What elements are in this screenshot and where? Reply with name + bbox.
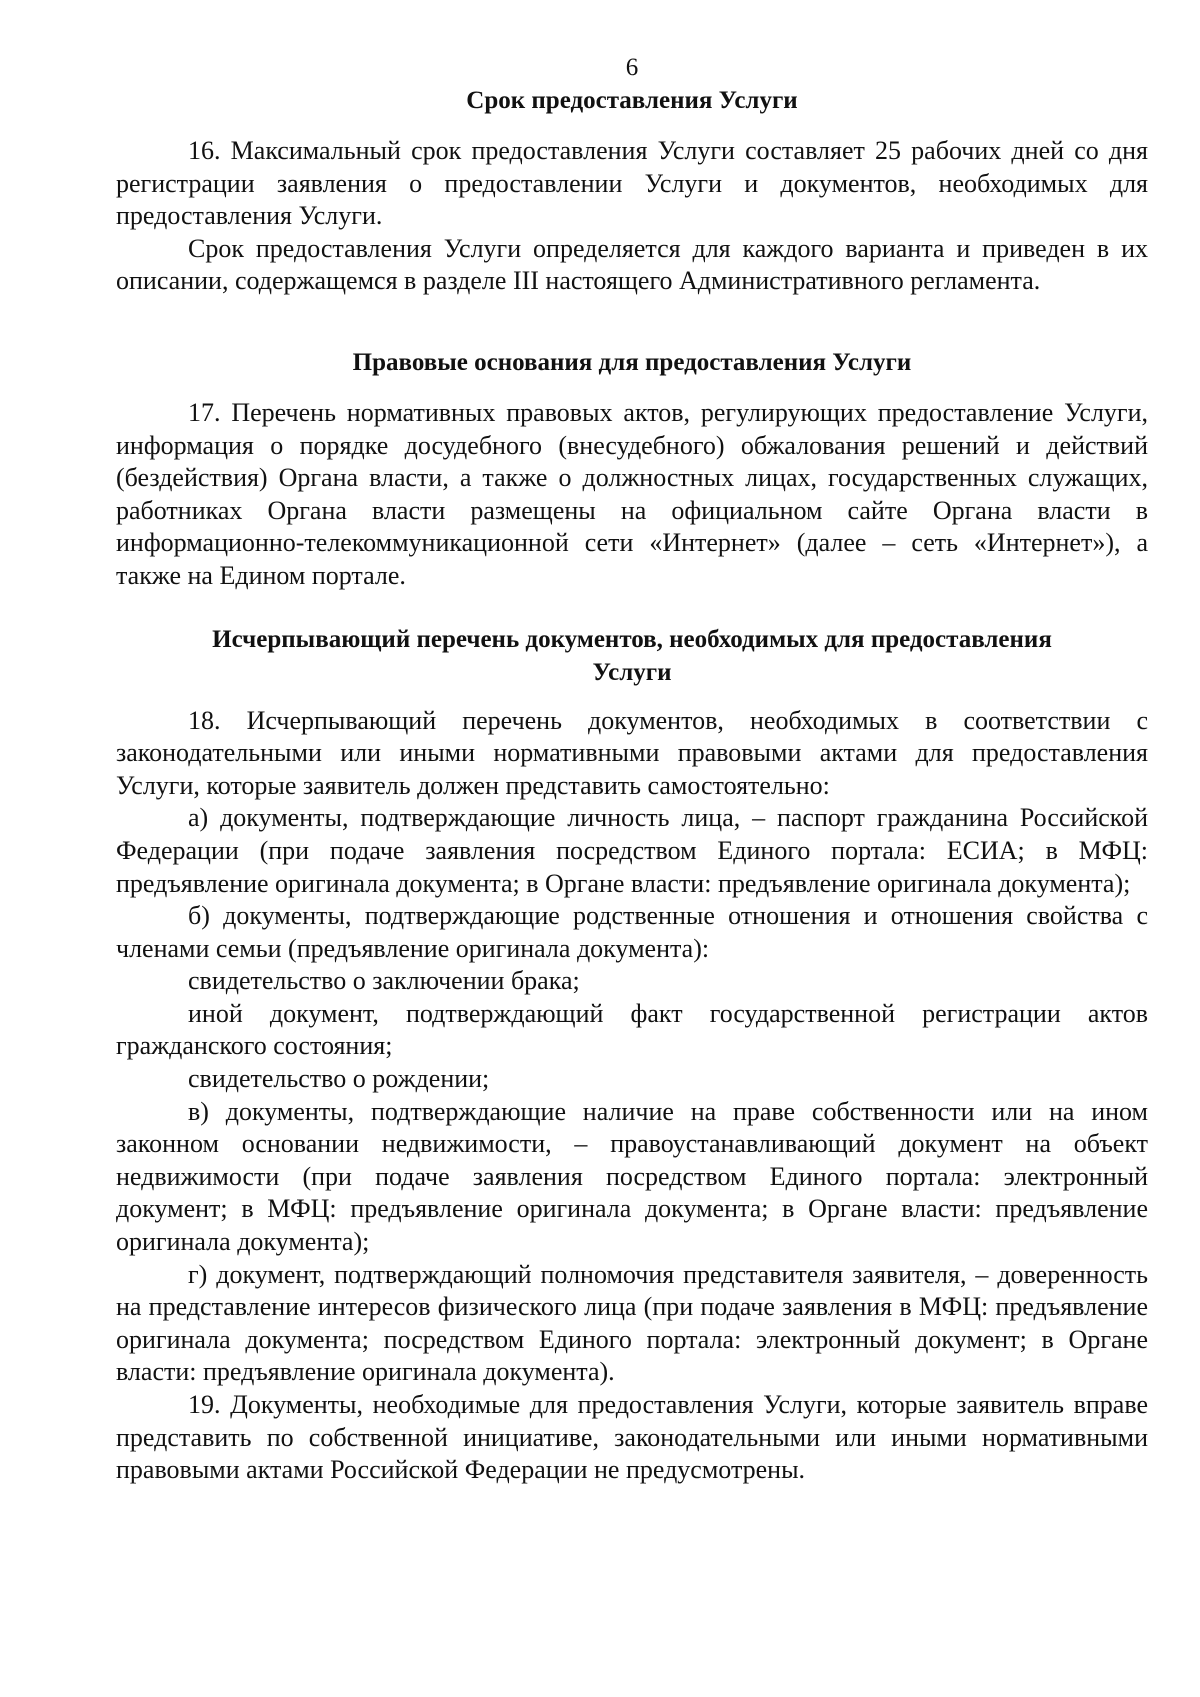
paragraph-18-item-b-birth: свидетельство о рождении; [188,1064,490,1094]
paragraph-18-item-a: а) документы, подтверждающие личность лица, – паспорт гражданина Российской Федерации (при подаче заявления посредством Единого портала: ЕСИА; в МФЦ: предъявление оригинала документа; в Органе власти: предъявление оригинала документа); [116,803,1148,898]
section-heading-documents-line2: Услуги [592,658,672,686]
paragraph-19: 19. Документы, необходимые для предоставления Услуги, которые заявитель вправе представить по собственной инициативе, законодательными или иными нормативными правовыми актами Российской Федерации не предусмотрены. [116,1390,1148,1485]
paragraph-16-term-note: Срок предоставления Услуги определяется для каждого варианта и приведен в их описании, содержащемся в разделе III настоящего Административного регламента. [116,233,1148,296]
paragraph-18-item-g: г) документ, подтверждающий полномочия представителя заявителя, – доверенность на представление интересов физического лица (при подаче заявления в МФЦ: предъявление оригинала документа; посредством Единого портала: электронный документ; в Органе власти: предъявление оригинала документа). [116,1259,1148,1387]
paragraph-18: 18. Исчерпывающий перечень документов, необходимых в соответствии с законодательными или иными нормативными правовыми актами для предоставления Услуги, которые заявитель должен представить самостоятельно: [116,705,1148,800]
paragraph-17: 17. Перечень нормативных правовых актов, регулирующих предоставление Услуги, информация о порядке досудебного (внесудебного) обжалования решений и действий (бездействия) Органа власти, а также о должностных лицах, государственных служащих, работниках Органа власти размещены на официальном сайте Органа власти в информационно-телекоммуникационной сети «Интернет» (далее – сеть «Интернет»), а также на Едином портале. [116,397,1148,590]
paragraph-18-item-v: в) документы, подтверждающие наличие на праве собственности или на ином законном основании недвижимости, – правоустанавливающий документ на объект недвижимости (при подаче заявления посредством Единого портала: электронный документ; в МФЦ: предъявление оригинала документа; в Органе власти: предъявление оригинала документа); [116,1096,1148,1257]
paragraph-18-item-b-marriage: свидетельство о заключении брака; [188,966,580,996]
paragraph-18-item-b: б) документы, подтверждающие родственные отношения и отношения свойства с членами семьи (предъявление оригинала документа): [116,901,1148,963]
section-heading-service-term: Срок предоставления Услуги [466,87,798,114]
paragraph-18-item-b-civil-status: иной документ, подтверждающий факт государственной регистрации актов гражданского состояния; [116,998,1148,1061]
paragraph-16: 16. Максимальный срок предоставления Услуги составляет 25 рабочих дней со дня регистрации заявления о предоставлении Услуги и документов, необходимых для предоставления Услуги. [116,136,1148,231]
section-heading-legal-basis: Правовые основания для предоставления Услуги [352,348,912,376]
document-page [116,52,1148,1487]
page-number: 6 [625,54,639,81]
section-heading-documents-line1: Исчерпывающий перечень документов, необходимых для предоставления [212,625,1052,653]
